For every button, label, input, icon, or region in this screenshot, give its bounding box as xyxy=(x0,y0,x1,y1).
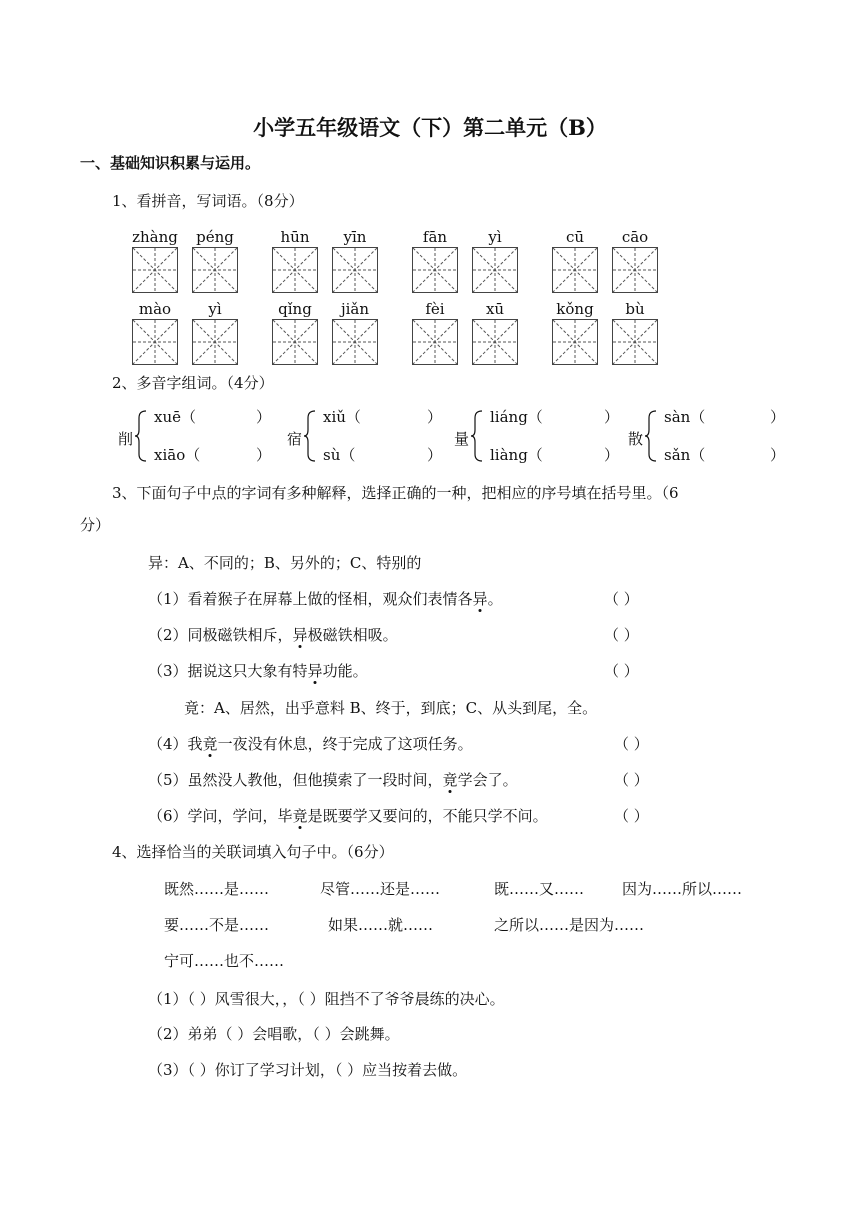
pinyin-label: kǒng xyxy=(556,300,594,318)
pinyin-label: péng xyxy=(196,228,234,246)
q2-heading: 2、多音字组词。（4分） xyxy=(112,374,274,392)
polyphone-reading-b[interactable]: liàng（ xyxy=(490,446,543,464)
writing-grid-cell[interactable] xyxy=(472,319,518,365)
brace-icon xyxy=(471,410,483,462)
writing-grid-cell[interactable] xyxy=(552,247,598,293)
polyphone-reading-b[interactable]: sù（ xyxy=(323,446,356,464)
brace-icon xyxy=(135,410,147,462)
polyphone-char: 宿 xyxy=(287,430,303,448)
conj-word: 宁可……也不…… xyxy=(164,952,285,970)
paren-close: ） xyxy=(604,408,620,426)
q3-heading: 3、下面句子中点的字词有多种解释，选择正确的一种，把相应的序号填在括号里。（6 xyxy=(112,484,679,502)
q4-sentence-2[interactable]: （2）弟弟（ ）会唱歌，（ ）会跳舞。 xyxy=(148,1025,400,1043)
pinyin-label: yì xyxy=(488,228,502,246)
pinyin-label: fān xyxy=(422,228,448,246)
writing-grid-cell[interactable] xyxy=(272,247,318,293)
writing-grid-cell[interactable] xyxy=(192,319,238,365)
q3-answer-1[interactable]: （ ） xyxy=(604,590,639,608)
conj-word: 尽管……还是…… xyxy=(320,880,441,898)
conj-word: 既……又…… xyxy=(494,880,585,898)
conj-word: 既然……是…… xyxy=(164,880,270,898)
q3-sentence-3: （3）据说这只大象有特异功能。 xyxy=(148,662,368,680)
writing-grid-cell[interactable] xyxy=(192,247,238,293)
pinyin-label: zhàng xyxy=(132,228,178,246)
q3-answer-6[interactable]: （ ） xyxy=(614,807,649,825)
q1-heading: 1、看拼音，写词语。（8分） xyxy=(112,192,304,210)
paren-close: ） xyxy=(256,446,272,464)
conj-word: 要……不是…… xyxy=(164,916,270,934)
paren-close: ） xyxy=(604,446,620,464)
brace-icon xyxy=(645,410,657,462)
paren-close: ） xyxy=(427,446,443,464)
writing-grid-cell[interactable] xyxy=(132,319,178,365)
polyphone-reading-a[interactable]: sàn（ xyxy=(664,408,706,426)
pinyin-label: hūn xyxy=(280,228,310,246)
polyphone-reading-a[interactable]: xiǔ（ xyxy=(323,408,361,426)
paren-close: ） xyxy=(770,408,786,426)
writing-grid-cell[interactable] xyxy=(552,319,598,365)
q3-answer-2[interactable]: （ ） xyxy=(604,626,639,644)
writing-grid-cell[interactable] xyxy=(332,319,378,365)
page-title: 小学五年级语文（下）第二单元（B） xyxy=(253,115,607,140)
q3-sentence-5: （5）虽然没人教他，但他摸索了一段时间，竟学会了。 xyxy=(148,771,518,789)
conj-word: 之所以……是因为…… xyxy=(494,916,645,934)
polyphone-char: 量 xyxy=(454,430,470,448)
q3-answer-5[interactable]: （ ） xyxy=(614,771,649,789)
writing-grid-cell[interactable] xyxy=(472,247,518,293)
q4-heading: 4、选择恰当的关联词填入句子中。（6分） xyxy=(112,843,394,861)
q3-sentence-4: （4）我竟一夜没有休息，终于完成了这项任务。 xyxy=(148,735,473,753)
section-heading: 一、基础知识积累与运用。 xyxy=(80,154,261,172)
jing-definition: 竟：A、居然，出乎意料 B、终于，到底；C、从头到尾，全。 xyxy=(184,699,598,717)
writing-grid-cell[interactable] xyxy=(272,319,318,365)
writing-grid-cell[interactable] xyxy=(612,247,658,293)
pinyin-label: mào xyxy=(138,300,172,318)
brace-icon xyxy=(304,410,316,462)
polyphone-char: 削 xyxy=(118,430,134,448)
conj-word: 因为……所以…… xyxy=(622,880,743,898)
yi-definition: 异：A、不同的；B、另外的；C、特别的 xyxy=(148,554,422,572)
writing-grid-cell[interactable] xyxy=(332,247,378,293)
polyphone-reading-a[interactable]: liáng（ xyxy=(490,408,543,426)
pinyin-label: qǐng xyxy=(278,300,312,318)
polyphone-reading-b[interactable]: sǎn（ xyxy=(664,446,706,464)
q3-answer-3[interactable]: （ ） xyxy=(604,662,639,680)
pinyin-label: yīn xyxy=(343,228,367,246)
paren-close: ） xyxy=(770,446,786,464)
pinyin-label: bù xyxy=(625,300,645,318)
q4-sentence-1[interactable]: （1）（ ）风雪很大，，（ ）阻挡不了爷爷晨练的决心。 xyxy=(148,990,505,1008)
pinyin-label: fèi xyxy=(425,300,445,318)
writing-grid-cell[interactable] xyxy=(412,319,458,365)
paren-close: ） xyxy=(256,408,272,426)
paren-close: ） xyxy=(427,408,443,426)
writing-grid-cell[interactable] xyxy=(412,247,458,293)
q3-sentence-2: （2）同极磁铁相斥，异极磁铁相吸。 xyxy=(148,626,398,644)
q3-sentence-1: （1）看着猴子在屏幕上做的怪相，观众们表情各异。 xyxy=(148,590,503,608)
polyphone-char: 散 xyxy=(628,430,644,448)
pinyin-label: jiǎn xyxy=(340,300,370,318)
pinyin-label: cāo xyxy=(621,228,649,246)
pinyin-label: xū xyxy=(485,300,505,318)
polyphone-reading-a[interactable]: xuē（ xyxy=(154,408,196,426)
q3-sentence-6: （6）学问，学问，毕竟是既要学又要问的，不能只学不问。 xyxy=(148,807,548,825)
writing-grid-cell[interactable] xyxy=(612,319,658,365)
conj-word: 如果……就…… xyxy=(328,916,434,934)
q3-answer-4[interactable]: （ ） xyxy=(614,735,649,753)
pinyin-label: cū xyxy=(565,228,585,246)
writing-grid-cell[interactable] xyxy=(132,247,178,293)
q4-sentence-3[interactable]: （3）（ ）你订了学习计划，（ ）应当按着去做。 xyxy=(148,1061,468,1079)
q3-heading-cont: 分） xyxy=(80,516,111,534)
polyphone-reading-b[interactable]: xiāo（ xyxy=(154,446,201,464)
pinyin-label: yì xyxy=(208,300,222,318)
